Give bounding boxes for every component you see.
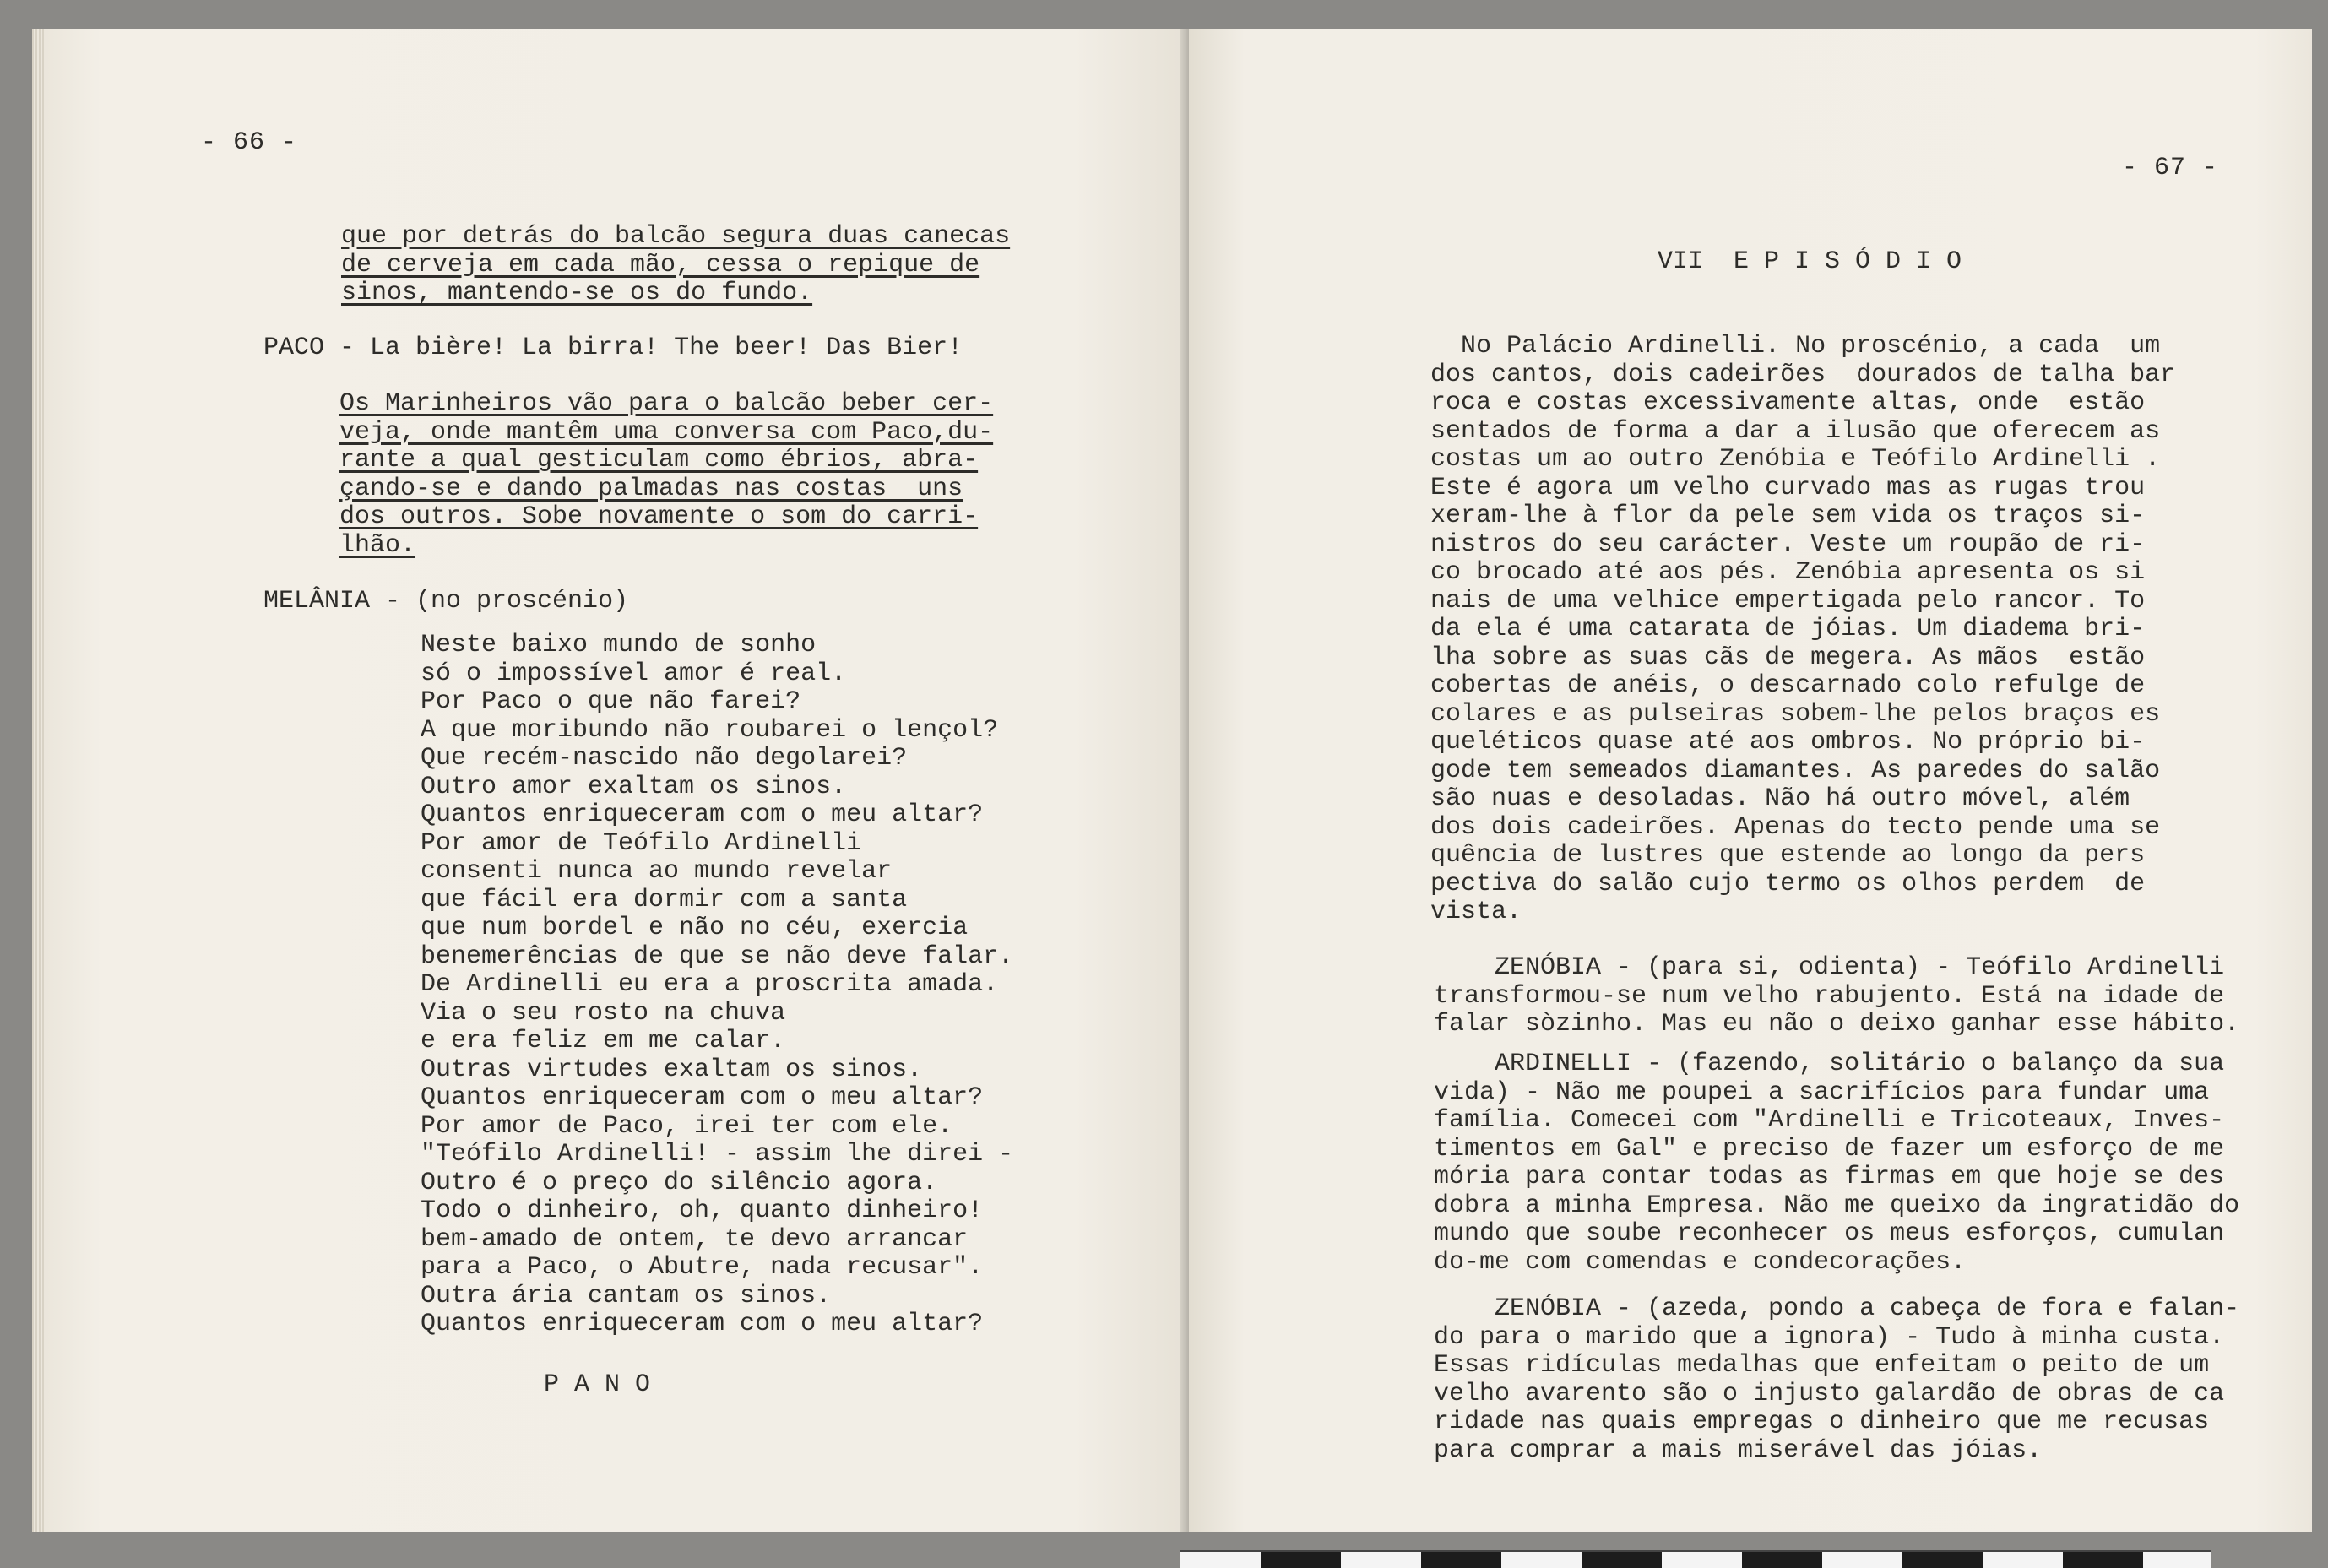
text-line: família. Comecei com "Ardinelli e Tricoteaux, Inves- (1434, 1106, 2225, 1135)
stage-direction-1 (341, 223, 1010, 308)
text-line: transformou-se num velho rabujento. Está na idade de (1434, 981, 2225, 1011)
text-line: de cerveja em cada mão, cessa o repique de (341, 250, 980, 279)
ardinelli-speech (1434, 1050, 2239, 1277)
text-line: dos dois cadeirões. Apenas do tecto pende uma se (1430, 812, 2161, 842)
text-line: queléticos quase até aos ombros. No próprio bi- (1430, 728, 2146, 757)
text-line: nais de uma velhice empertigada pelo rancor. To (1430, 586, 2146, 616)
page-number-left: - 66 - (201, 128, 298, 157)
poem-line: Todo o dinheiro, oh, quanto dinheiro! (421, 1196, 984, 1225)
text-line: ZENÓBIA - (azeda, pondo a cabeça de fora e falan- (1495, 1294, 2240, 1323)
text-line: costas um ao outro Zenóbia e Teófilo Ardinelli . (1430, 445, 2161, 474)
text-line: lha sobre as suas cãs de megera. As mãos estão (1430, 643, 2146, 672)
text-line: do para o marido que a ignora) - Tudo à minha custa. (1434, 1322, 2225, 1352)
poem-line: bem-amado de ontem, te devo arrancar (421, 1224, 969, 1254)
book-spread (32, 29, 2312, 1532)
text-line: pectiva do salão cujo termo os olhos perdem de (1430, 869, 2146, 898)
zenobia-speech-2 (1434, 1295, 2239, 1465)
text-line: Essas ridículas medalhas que enfeitam o peito de um (1434, 1351, 2210, 1380)
stage-direction-2 (339, 390, 993, 560)
text-line: ridade nas quais empregas o dinheiro que me recusas (1434, 1408, 2210, 1436)
poem-line: Neste baixo mundo de sonho (421, 631, 817, 659)
poem (421, 632, 1013, 1339)
text-line: do-me com comendas e condecorações. (1434, 1247, 1967, 1277)
scene-description (1430, 333, 2175, 927)
paco-line: PACO - La bière! La birra! The beer! Das Bier! (263, 334, 963, 362)
text-line: velho avarento são o injusto galardão de obras de ca (1434, 1379, 2225, 1408)
text-line: mória para contar todas as firmas em que hoje se des (1434, 1163, 2225, 1191)
poem-line: Via o seu rosto na chuva (421, 998, 786, 1028)
poem-line: e era feliz em me calar. (421, 1027, 786, 1055)
right-page (1189, 29, 2312, 1532)
text-line: que por detrás do balcão segura duas canecas (341, 222, 1011, 251)
poem-line: Por amor de Teófilo Ardinelli (421, 828, 862, 858)
text-line: falar sòzinho. Mas eu não o deixo ganhar esse hábito. (1434, 1010, 2240, 1039)
poem-line: Outro é o preço do silêncio agora. (421, 1168, 938, 1197)
poem-line: "Teófilo Ardinelli! - assim lhe direi - (421, 1140, 1014, 1169)
text-line: xeram-lhe à flor da pele sem vida os traços si- (1430, 502, 2146, 530)
text-line: sinos, mantendo-se os do fundo. (341, 279, 813, 307)
poem-line: só o impossível amor é real. (421, 659, 847, 688)
poem-line: Quantos enriqueceram com o meu altar? (421, 800, 984, 829)
text-line: çando-se e dando palmadas nas costas uns (339, 474, 963, 503)
scale-ruler (1180, 1550, 2211, 1568)
text-line: colares e as pulseiras sobem-lhe pelos braços es (1430, 699, 2161, 729)
melania-speaker: MELÂNIA - (no proscénio) (263, 587, 629, 616)
zenobia-speech-1 (1434, 954, 2239, 1039)
poem-line: A que moribundo não roubarei o lençol? (421, 715, 999, 745)
text-line: nistros do seu carácter. Veste um roupão de ri- (1430, 529, 2146, 559)
poem-line: Outra ária cantam os sinos. (421, 1281, 832, 1310)
text-line: da ela é uma catarata de jóias. Um diadema bri- (1430, 615, 2146, 643)
page-edges (32, 29, 44, 1532)
text-line: para comprar a mais miserável das jóias. (1434, 1435, 2043, 1465)
text-line: cobertas de anéis, o descarnado colo refulge de (1430, 671, 2146, 700)
text-line: vida) - Não me poupei a sacrifícios para fundar uma (1434, 1077, 2210, 1107)
text-line: dos cantos, dois cadeirões dourados de talha bar (1430, 360, 2176, 389)
poem-line: De Ardinelli eu era a proscrita amada. (421, 970, 999, 999)
curtain-label: P A N O (544, 1370, 651, 1399)
poem-line: que fácil era dormir com a santa (421, 885, 908, 914)
text-line: Os Marinheiros vão para o balcão beber cer- (339, 389, 994, 418)
poem-line: Que recém-nascido não degolarei? (421, 744, 908, 773)
poem-line: benemerências de que se não deve falar. (421, 941, 1014, 971)
text-line: gode tem semeados diamantes. As paredes do salão (1430, 756, 2161, 785)
text-line: dobra a minha Empresa. Não me queixo da ingratidão do (1434, 1191, 2240, 1220)
text-line: veja, onde mantêm uma conversa com Paco,du- (339, 417, 994, 447)
text-line: Este é agora um velho curvado mas as rugas trou (1430, 473, 2146, 502)
poem-line: Por Paco o que não farei? (421, 687, 801, 716)
text-line: timentos em Gal" e preciso de fazer um esforço de me (1434, 1134, 2225, 1164)
text-line: roca e costas excessivamente altas, onde estão (1430, 388, 2146, 417)
episode-title: VII E P I S Ó D I O (1658, 247, 1962, 276)
text-line: quência de lustres que estende ao longo da pers (1430, 841, 2146, 870)
poem-line: consenti nunca ao mundo revelar (421, 857, 893, 886)
text-line: mundo que soube reconhecer os meus esforços, cumulan (1434, 1219, 2225, 1248)
left-page (32, 29, 1189, 1532)
poem-line: Quantos enriqueceram com o meu altar? (421, 1310, 984, 1338)
poem-line: Outras virtudes exaltam os sinos. (421, 1055, 923, 1084)
poem-line: Outro amor exaltam os sinos. (421, 772, 847, 801)
text-line: ARDINELLI - (fazendo, solitário o balanço da sua (1495, 1050, 2225, 1078)
poem-line: para a Paco, o Abutre, nada recusar". (421, 1253, 984, 1282)
text-line: sentados de forma a dar a ilusão que oferecem as (1430, 416, 2161, 446)
text-line: dos outros. Sobe novamente o som do carri- (339, 502, 979, 531)
poem-line: Quantos enriqueceram com o meu altar? (421, 1083, 984, 1112)
text-line: rante a qual gesticulam como ébrios, abra- (339, 446, 979, 475)
text-line: vista. (1430, 898, 1522, 926)
poem-line: que num bordel e não no céu, exercia (421, 914, 969, 942)
text-line: lhão. (339, 530, 416, 560)
poem-line: Por amor de Paco, irei ter com ele. (421, 1111, 953, 1141)
text-line: co brocado até aos pés. Zenóbia apresenta os si (1430, 558, 2146, 587)
text-line: ZENÓBIA - (para si, odienta) - Teófilo Ardinelli (1495, 953, 2225, 982)
text-line: No Palácio Ardinelli. No proscénio, a cada um (1461, 332, 2161, 361)
page-number-right: - 67 - (2122, 154, 2219, 182)
text-line: são nuas e desoladas. Não há outro móvel, além (1430, 784, 2130, 813)
